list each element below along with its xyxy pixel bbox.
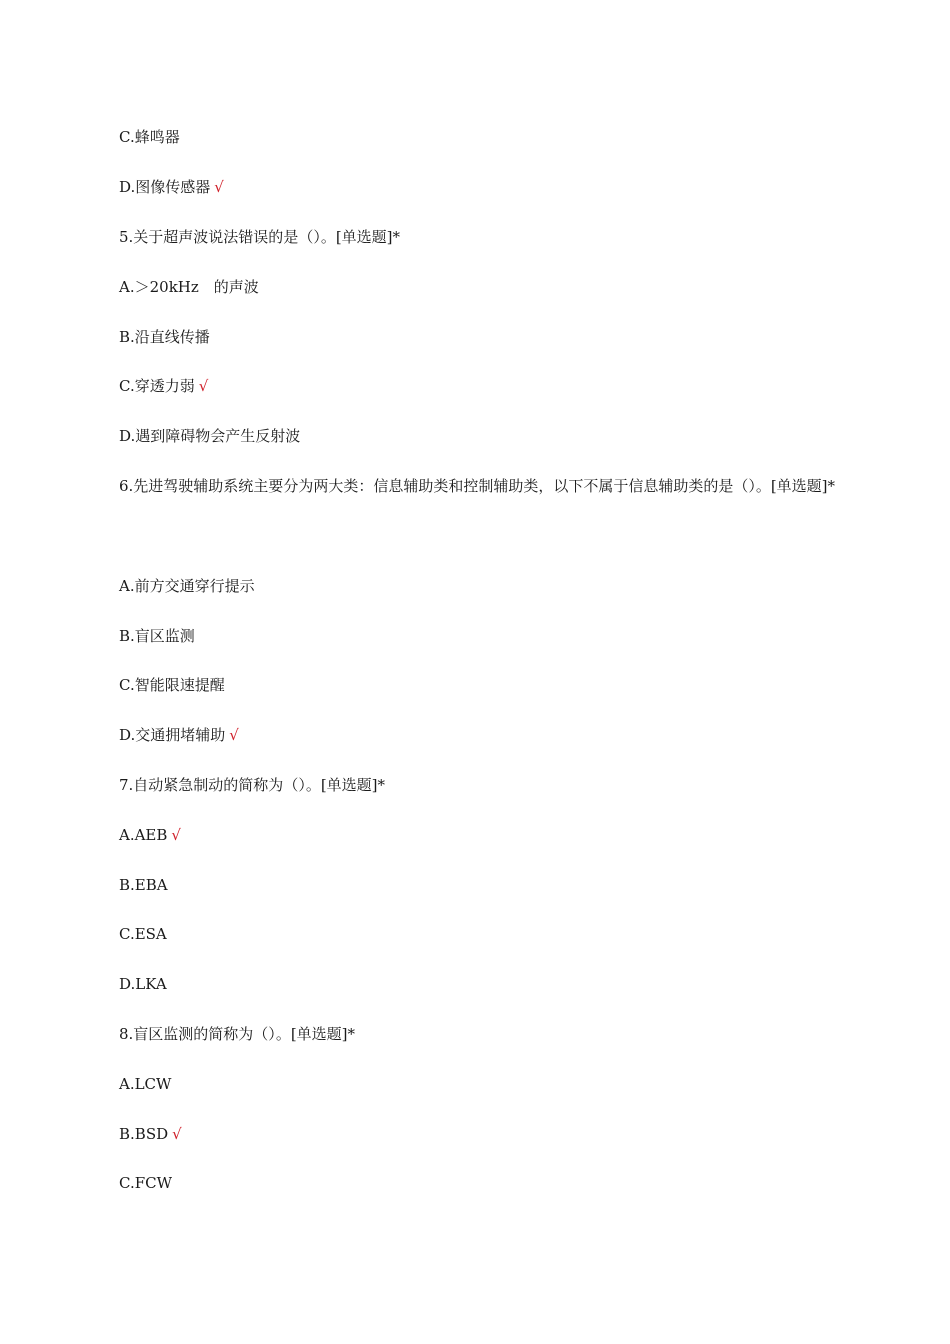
line-text: B.盲区监测 [119, 627, 195, 645]
option-line-correct [119, 177, 224, 197]
question-line [119, 775, 385, 795]
line-text: D.遇到障碍物会产生反射波 [119, 427, 301, 445]
option-line [119, 576, 255, 596]
line-text: C.FCW [119, 1174, 173, 1192]
line-text: D.交通拥堵辅助 [119, 726, 226, 744]
question-text: 7.自动紧急制动的简称为（）。[单选题]* [119, 776, 386, 794]
question-text: 8.盲区监测的简称为（）。[单选题]* [119, 1025, 356, 1043]
option-line [119, 875, 168, 895]
line-text: D.LKA [119, 975, 167, 993]
line-text: B.BSD [119, 1125, 169, 1143]
line-text: A.AEB [119, 826, 168, 844]
question-line [119, 227, 400, 247]
option-line [119, 974, 167, 994]
option-line-correct [119, 376, 208, 396]
check-mark-icon: √ [214, 178, 224, 196]
line-text: C.穿透力弱 [119, 377, 195, 395]
option-line [119, 1074, 171, 1094]
line-text: B.EBA [119, 876, 168, 894]
option-line [119, 626, 195, 646]
line-text: C.蜂鸣器 [119, 128, 180, 146]
check-mark-icon: √ [229, 726, 239, 744]
line-text: A.前方交通穿行提示 [119, 577, 255, 595]
question-text: 5.关于超声波说法错误的是（）。[单选题]* [119, 228, 401, 246]
question-line [119, 1024, 355, 1044]
line-text: A.＞20kHz 的声波 [119, 278, 259, 296]
line-text: A.LCW [119, 1075, 172, 1093]
line-text: C.智能限速提醒 [119, 676, 225, 694]
line-text: B.沿直线传播 [119, 328, 210, 346]
question-text: 6.先进驾驶辅助系统主要分为两大类：信息辅助类和控制辅助类，以下不属于信息辅助类的是（）。[单选题]* [119, 477, 836, 495]
question-line [88, 462, 868, 511]
option-line [119, 127, 180, 147]
option-line-correct [119, 825, 181, 845]
option-line [119, 277, 259, 297]
option-line [119, 327, 210, 347]
option-line-correct [119, 1124, 182, 1144]
check-mark-icon: √ [171, 826, 181, 844]
option-line [119, 426, 300, 446]
line-text: D.图像传感器 [119, 178, 211, 196]
option-line [119, 675, 225, 695]
check-mark-icon: √ [172, 1125, 182, 1143]
option-line [119, 924, 167, 944]
option-line-correct [119, 725, 239, 745]
check-mark-icon: √ [198, 377, 209, 395]
option-line [119, 1173, 172, 1193]
line-text: C.ESA [119, 925, 167, 943]
